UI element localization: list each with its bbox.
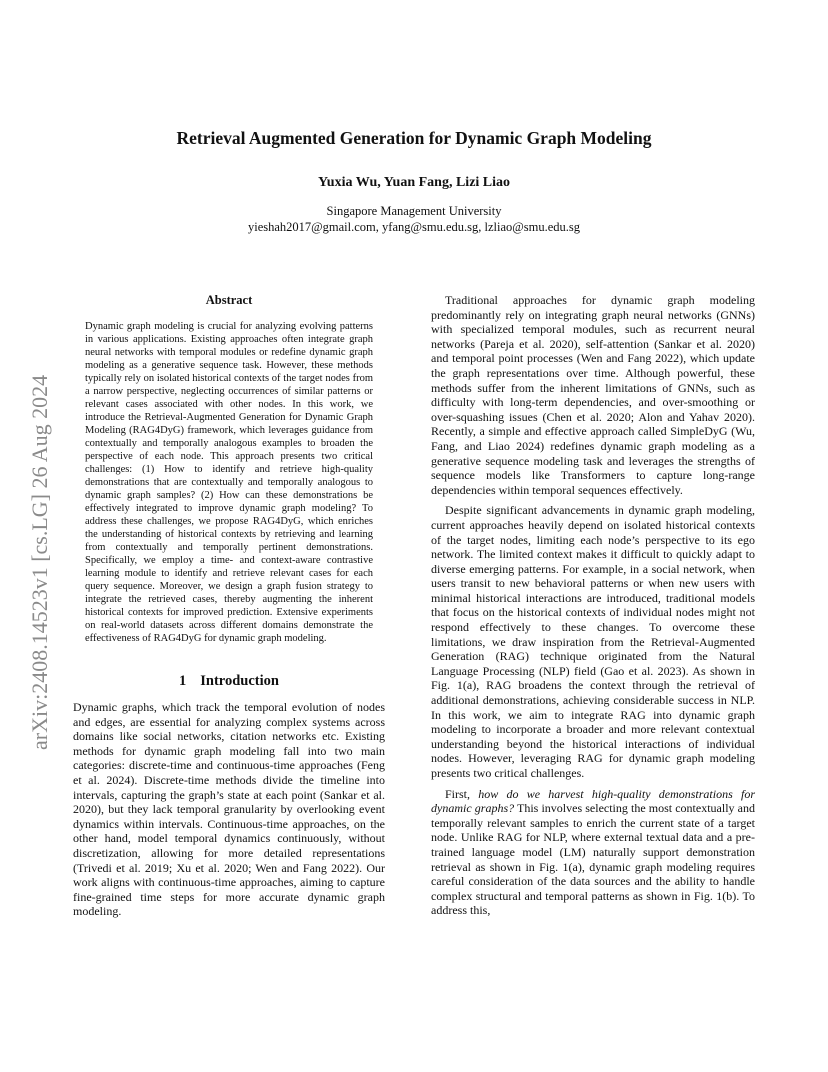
intro-paragraph-4 [431, 787, 755, 918]
intro-paragraph-3: Despite significant advancements in dynamic graph modeling, current approaches heavily depend on isolated historical contexts of the target nodes, limiting each node’s perspective to its ego network. The limited context makes it difficult to quickly adapt to diverse emerging patterns. For example, in a social network, when users transit to new behavioral patterns or when new users with minimal historical interactions are introduced, traditional models that focus on the historical contexts of individual nodes might not respond effectively to these changes. To overcome these limitations, we draw inspiration from the Retrieval-Augmented Generation (RAG) technique originated from the Natural Language Processing (NLP) field (Gao et al. 2023). As shown in Fig. 1(a), RAG broadens the context through the retrieval of additional demonstrations, achieving considerable success in NLP. In this work, we aim to integrate RAG into dynamic graph modeling to incorporate a broader and more relevant contextual understanding beyond the historical interactions of individual nodes. However, leveraging RAG for dynamic graph modeling presents two critical challenges. [431, 503, 755, 780]
paper-title: Retrieval Augmented Generation for Dynamic Graph Modeling [176, 128, 652, 148]
paper-authors: Yuxia Wu, Yuan Fang, Lizi Liao [317, 175, 511, 190]
para4-italic-question: how do we harvest high-quality demonstrations for dynamic graphs? [431, 786, 755, 816]
abstract-heading: Abstract [205, 293, 253, 307]
section-number: 1 [179, 673, 187, 689]
right-column [431, 293, 755, 918]
affiliation: Singapore Management University [326, 204, 502, 218]
left-column [73, 293, 385, 919]
affiliation-block [0, 203, 828, 235]
section-title: Introduction [200, 673, 279, 689]
author-emails: yieshah2017@gmail.com, yfang@smu.edu.sg, lzliao@smu.edu.sg [247, 220, 581, 234]
abstract-text: Dynamic graph modeling is crucial for analyzing evolving patterns in various applications. Existing approaches often integrate graph neural networks with temporal modules or redefine dynamic graph modeling as a generative sequence task. However, these methods typically rely on isolated historical contexts of the target nodes from a narrow perspective, neglecting occurrences of similar patterns or relevant cases associated with other nodes. In this work, we introduce the Retrieval-Augmented Generation for Dynamic Graph Modeling (RAG4DyG) framework, which leverages guidance from contextually and temporally analogous examples to broaden the perspective of each node. This approach presents two critical challenges: (1) How to identify and retrieve high-quality demonstrations that are contextually and temporally analogous to dynamic graph samples? (2) How can these demonstrations be effectively integrated to improve dynamic graph modeling? To address these challenges, we propose RAG4DyG, which enriches the understanding of historical contexts by retrieving and learning from contextually and temporally pertinent demonstrations. Specifically, we employ a time- and context-aware contrastive learning module to identify and retrieve relevant cases for each query sequence. Moreover, we design a graph fusion strategy to integrate the retrieved cases, thereby augmenting the inherent historical contexts for improved prediction. Extensive experiments on real-world datasets across different domains demonstrate the effectiveness of RAG4DyG for dynamic graph modeling. [85, 321, 373, 644]
intro-paragraph-2: Traditional approaches for dynamic graph modeling predominantly rely on integrating graph neural networks (GNNs) with specialized temporal modules, such as recurrent neural networks (Pareja et al. 2020), self-attention (Sankar et al. 2020) and temporal point processes (Wen and Fang 2022), which update the graph representations over time. Although powerful, these methods suffer from the inherent limitations of GNNs, such as difficulty with long-term dependencies, and over-smoothing or over-squashing issues (Chen et al. 2020; Alon and Yahav 2020). Recently, a simple and effective approach called SimpleDyG (Wu, Fang, and Liao 2024) redefines dynamic graph modeling as a generative sequence modeling task and leverages the strengths of sequence models like Transformers to capture long-range dependencies within temporal sequences effectively. [431, 293, 755, 497]
arxiv-identifier[interactable]: arXiv:2408.14523v1 [cs.LG] 26 Aug 2024 [27, 374, 52, 750]
section-heading-introduction [73, 673, 385, 690]
para4-rest: This involves selecting the most contextually and temporally relevant samples to enrich the current state of a target node. Unlike RAG for NLP, where external textual data and a pre-trained language model (LM) naturally support demonstration retrieval as shown in Fig. 1(a), dynamic graph modeling requires careful consideration of the data sources and the ability to handle complex structural and temporal patterns as shown in Fig. 1(b). To address this, [431, 801, 755, 918]
intro-paragraph-1: Dynamic graphs, which track the temporal evolution of nodes and edges, are essential for analyzing complex systems across domains like social networks, citation networks etc. Existing methods for dynamic graph modeling fall into two main categories: discrete-time and continuous-time approaches (Feng et al. 2024). Discrete-time methods divide the timeline into intervals, capturing the graph’s state at each point (Sankar et al. 2020), but they lack temporal granularity by overlooking event dynamics within intervals. Continuous-time approaches, on the other hand, model temporal dynamics continuously, without discretization, allowing for more detailed representations (Trivedi et al. 2019; Xu et al. 2020; Wen and Fang 2022). Our work aligns with continuous-time approaches, aiming to capture fine-grained time steps for more accurate dynamic graph modeling. [73, 700, 385, 919]
para4-lead: First, [445, 786, 479, 801]
